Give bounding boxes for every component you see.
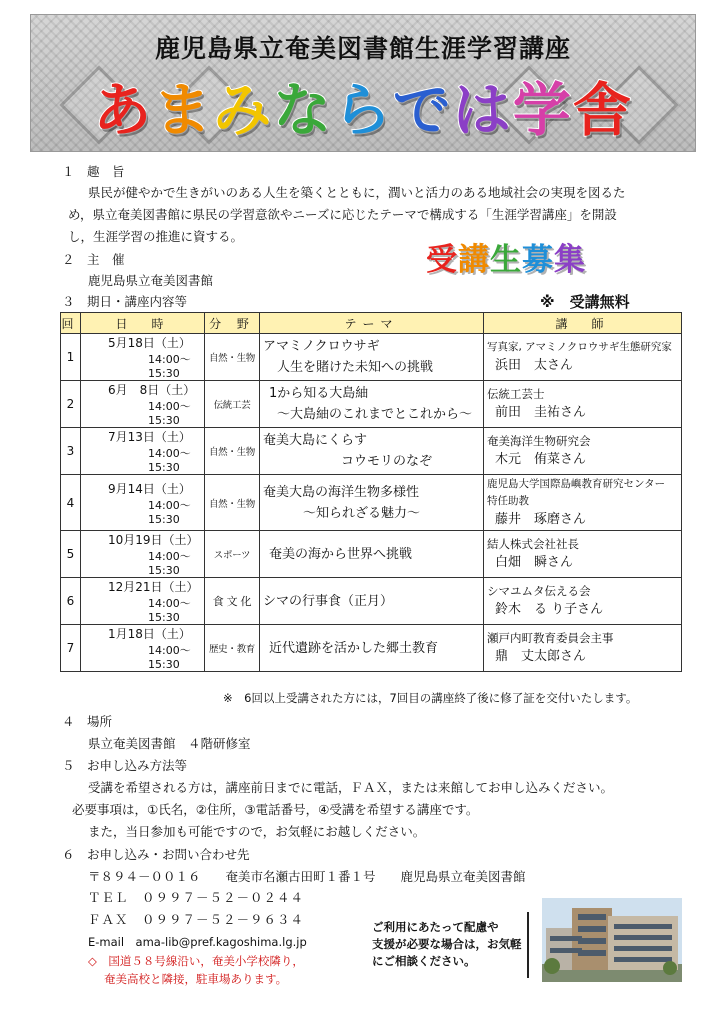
session-lecturer [484, 381, 682, 428]
lecturer-affiliation: 写真家, アマミノクロウサギ生態研究家 [487, 341, 672, 353]
section-venue-heading: ４ 場所 [62, 714, 113, 729]
lecturer-name: 白畑 瞬さん [495, 555, 574, 570]
session-date: 10月19日（土） [108, 533, 199, 547]
header-date: 日 時 [81, 313, 205, 334]
lecturer-name: 鈴木 る り子さん [495, 602, 604, 617]
section-organizer-heading: ２ 主 催 [62, 252, 125, 267]
logo-char: み [213, 76, 274, 144]
recruit-title [426, 234, 586, 279]
lecturer-affiliation: 鹿児島大学国際島嶼教育研究センター [487, 478, 666, 490]
theme-line: 1から知る大島紬 [269, 386, 369, 401]
notice-line: ご利用にあたって配慮や [372, 920, 499, 934]
table-row [61, 381, 682, 428]
theme-line: ～大島紬のこれまでとこれから～ [277, 407, 473, 422]
session-theme [260, 428, 484, 475]
contact-email[interactable]: E-mail ama-lib@pref.kagoshima.lg.jp [88, 935, 307, 949]
notice-line: にご相談ください。 [372, 954, 476, 968]
session-field: 伝統工芸 [205, 381, 260, 428]
session-time: 14:00～15:30 [148, 447, 191, 474]
lecturer-affiliation: 伝統工芸士 [487, 387, 545, 401]
session-no: 2 [61, 381, 81, 428]
divider [527, 912, 529, 978]
session-lecturer [484, 475, 682, 531]
purpose-text: し，生涯学習の推進に資する。 [68, 229, 244, 244]
logo-char: は [452, 76, 513, 144]
contact-tel: ＴＥＬ ０９９７－５２－０２４４ [88, 890, 305, 905]
recruit-char: 講 [458, 242, 490, 278]
logo-char: な [273, 76, 334, 144]
organizer-name: 鹿児島県立奄美図書館 [88, 273, 214, 288]
venue-text: 県立奄美図書館 ４階研修室 [88, 736, 251, 751]
assistance-notice [372, 919, 522, 970]
session-no: 6 [61, 578, 81, 625]
certificate-note: ※ 6回以上受講された方には，7回目の講座終了後に修了証を交付いたします。 [223, 691, 638, 705]
session-datetime [81, 531, 205, 578]
application-text: また，当日参加も可能ですので，お気軽にお越しください。 [88, 824, 426, 839]
logo-char: で [392, 76, 453, 144]
session-theme [260, 475, 484, 531]
session-datetime [81, 625, 205, 672]
session-field: 自然・生物 [205, 475, 260, 531]
session-time: 14:00～15:30 [148, 498, 191, 526]
lecturer-name: 藤井 琢磨さん [495, 512, 587, 527]
notice-line: 支援が必要な場合は，お気軽 [372, 937, 522, 951]
session-datetime [81, 381, 205, 428]
session-lecturer [484, 428, 682, 475]
logo-char: 舎 [572, 76, 633, 144]
session-datetime [81, 428, 205, 475]
library-building-photo [542, 898, 682, 982]
contact-fax: ＦＡＸ ０９９７－５２－９６３４ [88, 912, 305, 927]
session-no: 4 [61, 475, 81, 531]
purpose-text: め，県立奄美図書館に県民の学習意欲やニーズに応じたテーマで構成する「生涯学習講座」を開設 [68, 207, 617, 222]
application-text: 必要事項は，①氏名，②住所，③電話番号，④受講を希望する講座です。 [72, 802, 479, 817]
theme-line: 近代遺跡を活かした郷土教育 [269, 640, 439, 656]
session-time: 14:00～15:30 [148, 550, 191, 577]
table-row [61, 428, 682, 475]
recruit-char: 募 [522, 242, 554, 278]
application-text: 受講を希望される方は，講座前日までに電話，ＦＡＸ，または来館してお申し込みください。 [88, 780, 614, 795]
program-logo [31, 75, 695, 145]
session-no: 3 [61, 428, 81, 475]
theme-line: 人生を賭けた未知への挑戦 [277, 360, 434, 375]
session-lecturer [484, 531, 682, 578]
table-row [61, 334, 682, 381]
theme-line: ～知られざる魅力～ [303, 505, 421, 521]
theme-line: 奄美大島の海洋生物多様性 [263, 484, 420, 500]
session-field: 食 文 化 [205, 578, 260, 625]
header-field: 分 野 [205, 313, 260, 334]
session-no: 5 [61, 531, 81, 578]
header-no: 回 [61, 313, 81, 334]
banner-title: 鹿児島県立奄美図書館生涯学習講座 [154, 34, 571, 63]
lecturer-name: 鼎 丈太郎さん [495, 649, 587, 664]
logo-char: 学 [512, 76, 573, 144]
session-field: 歴史・教育 [205, 625, 260, 672]
lecturer-affiliation: 結人株式会社社長 [487, 537, 579, 551]
session-date: 7月13日（土） [108, 430, 191, 444]
theme-line: 奄美の海から世界へ挑戦 [269, 546, 413, 562]
access-info: 奄美高校と隣接，駐車場あります。 [104, 972, 288, 986]
session-lecturer [484, 578, 682, 625]
lecturer-title: 特任助教 [487, 495, 529, 507]
session-theme [260, 625, 484, 672]
session-no: 1 [61, 334, 81, 381]
table-row [61, 531, 682, 578]
session-date: 9月14日（土） [108, 481, 191, 496]
lecturer-name: 浜田 太さん [495, 358, 574, 373]
session-theme [260, 334, 484, 381]
section-application-heading: ５ お申し込み方法等 [62, 758, 188, 773]
header-banner [30, 14, 696, 152]
session-date: 6月 8日（土） [108, 383, 196, 397]
lecturer-affiliation: シマユムタ伝える会 [487, 584, 591, 598]
session-time: 14:00～15:30 [148, 400, 191, 427]
session-date: 1月18日（土） [108, 627, 191, 641]
session-theme [260, 531, 484, 578]
session-field: スポーツ [205, 531, 260, 578]
lecturer-name: 木元 侑菜さん [495, 452, 587, 467]
session-time: 14:00～15:30 [148, 644, 191, 671]
session-date: 12月21日（土） [108, 580, 199, 594]
lecturer-affiliation: 瀬戸内町教育委員会主事 [487, 631, 614, 645]
session-date: 5月18日（土） [108, 336, 191, 350]
session-field: 自然・生物 [205, 334, 260, 381]
session-datetime [81, 334, 205, 381]
session-no: 7 [61, 625, 81, 672]
recruit-char: 集 [554, 242, 586, 278]
logo-char: あ [93, 76, 154, 144]
table-row [61, 625, 682, 672]
session-lecturer [484, 625, 682, 672]
theme-line: シマの行事食（正月） [263, 593, 394, 609]
access-info: ◇ 国道５８号線沿い，奄美小学校隣り， [88, 954, 304, 968]
section-contact-heading: ６ お申し込み・お問い合わせ先 [62, 847, 250, 862]
session-datetime [81, 475, 205, 531]
table-row [61, 578, 682, 625]
session-theme [260, 381, 484, 428]
purpose-text: 県民が健やかで生きがいのある人生を築くとともに，潤いと活力のある地域社会の実現を図るた [88, 185, 626, 200]
header-lecturer: 講 師 [484, 313, 682, 334]
session-field: 自然・生物 [205, 428, 260, 475]
theme-line: アマミノクロウサギ [263, 339, 380, 354]
contact-address: 〒８９４－００１６ 奄美市名瀬古田町１番１号 鹿児島県立奄美図書館 [88, 869, 526, 884]
session-theme [260, 578, 484, 625]
theme-line: 奄美大島にくらす [263, 433, 368, 448]
recruit-char: 生 [490, 242, 522, 278]
section-schedule-heading: ３ 期日・講座内容等 [62, 294, 188, 309]
lecturer-affiliation: 奄美海洋生物研究会 [487, 434, 591, 448]
table-header-row [61, 313, 682, 334]
session-datetime [81, 578, 205, 625]
session-time: 14:00～15:30 [148, 597, 191, 624]
free-admission-label: ※ 受講無料 [540, 293, 630, 311]
theme-line: コウモリのなぞ [341, 454, 433, 469]
table-row [61, 475, 682, 531]
schedule-table [60, 312, 682, 672]
section-purpose-heading: １ 趣 旨 [62, 164, 125, 179]
session-time: 14:00～15:30 [148, 353, 191, 380]
logo-char: ら [333, 76, 393, 144]
recruit-char: 受 [426, 242, 458, 278]
session-lecturer [484, 334, 682, 381]
lecturer-name: 前田 圭祐さん [495, 405, 587, 420]
logo-char: ま [153, 76, 214, 144]
header-theme: テーマ [260, 313, 484, 334]
